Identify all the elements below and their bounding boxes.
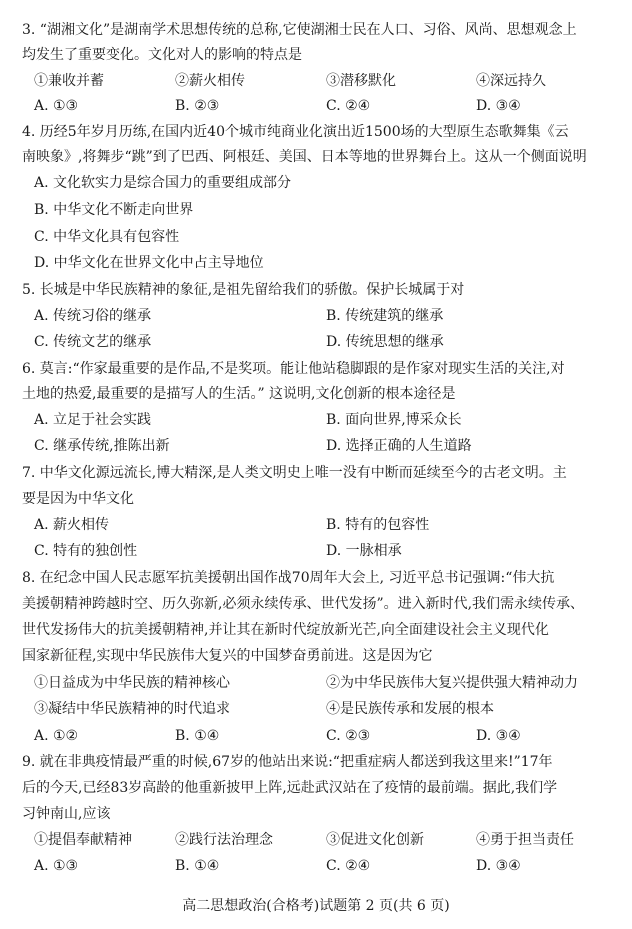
question-5-choice-b: B. 传统建筑的继承 [326,308,444,324]
question-9-item-4: ④勇于担当责任 [476,832,574,848]
question-7-choice-a: A. 薪火相传 [34,517,110,533]
question-3-item-3: ③潜移默化 [326,73,396,89]
question-6-choice-a: A. 立足于社会实践 [34,412,152,428]
question-7-choice-b: B. 特有的包容性 [326,517,430,533]
question-6-choice-b: B. 面向世界,博采众长 [326,412,462,428]
question-8-item-1: ①日益成为中华民族的精神核心 [34,675,230,691]
question-7-choice-c: C. 特有的独创性 [34,543,138,559]
question-6-stem-line-2: 土地的热爱,最重要的是描写人的生活。” 这说明,文化创新的根本途径是 [22,386,456,402]
question-8-choice-a: A. ①② [34,728,79,744]
question-8-choice-d: D. ③④ [476,728,521,744]
page-footer: 高二思想政治(合格考)试题第 2 页(共 6 页) [182,898,450,914]
question-3-choice-a: A. ①③ [34,98,79,114]
question-8-stem-line-2: 美援朝精神跨越时空、历久弥新,必须永续传承、世代发扬”。进入新时代,我们需永续传承、 [22,596,585,612]
question-9-choice-b: B. ①④ [175,858,220,874]
question-8-item-2: ②为中华民族伟大复兴提供强大精神动力 [326,675,578,691]
question-5-choice-d: D. 传统思想的继承 [326,334,444,350]
question-3-stem-line-1: 3. “湖湘文化”是湖南学术思想传统的总称,它使湖湘士民在人口、习俗、风尚、思想观念上 [22,22,577,38]
question-8-choice-b: B. ①④ [175,728,220,744]
question-9-stem-line-1: 9. 就在非典疫情最严重的时候,67岁的他站出来说:“把重症病人都送到我这里来!”17年 [22,754,553,770]
question-8-item-4: ④是民族传承和发展的根本 [326,701,494,717]
question-4-choice-a: A. 文化软实力是综合国力的重要组成部分 [34,175,292,191]
question-4-choice-b: B. 中华文化不断走向世界 [34,202,194,218]
question-9-item-2: ②践行法治理念 [175,832,273,848]
question-3-choice-c: C. ②④ [326,98,371,114]
question-9-item-3: ③促进文化创新 [326,832,424,848]
question-9-item-1: ①提倡奉献精神 [34,832,132,848]
question-9-stem-line-3: 习钟南山,应该 [22,806,111,822]
question-3-choice-d: D. ③④ [476,98,521,114]
question-5-choice-a: A. 传统习俗的继承 [34,308,152,324]
question-9-choice-d: D. ③④ [476,858,521,874]
question-8-choice-c: C. ②③ [326,728,371,744]
question-5-stem-line-1: 5. 长城是中华民族精神的象征,是祖先留给我们的骄傲。保护长城属于对 [22,282,465,298]
question-7-stem-line-2: 要是因为中华文化 [22,491,134,507]
question-4-stem-line-1: 4. 历经5年岁月历练,在国内近40个城市纯商业化演出近1500场的大型原生态歌舞集《云 [22,124,569,140]
question-8-stem-line-4: 国家新征程,实现中华民族伟大复兴的中国梦奋勇前进。这是因为它 [22,648,433,664]
question-3-item-4: ④深远持久 [476,73,546,89]
question-9-choice-c: C. ②④ [326,858,371,874]
question-4-stem-line-2: 南映象》,将舞步“跳”到了巴西、阿根廷、美国、日本等地的世界舞台上。这从一个侧面说明 [22,149,587,165]
question-6-choice-c: C. 继承传统,推陈出新 [34,438,170,454]
question-7-stem-line-1: 7. 中华文化源远流长,博大精深,是人类文明史上唯一没有中断而延续至今的古老文明。主 [22,465,567,481]
question-9-choice-a: A. ①③ [34,858,79,874]
question-4-choice-c: C. 中华文化具有包容性 [34,229,180,245]
question-8-item-3: ③凝结中华民族精神的时代追求 [34,701,230,717]
question-8-stem-line-3: 世代发扬伟大的抗美援朝精神,并让其在新时代绽放新光芒,向全面建设社会主义现代化 [22,622,549,638]
question-6-stem-line-1: 6. 莫言:“作家最重要的是作品,不是奖项。能让他站稳脚跟的是作家对现实生活的关注,对 [22,361,565,377]
question-3-item-2: ②薪火相传 [175,73,245,89]
question-3-choice-b: B. ②③ [175,98,220,114]
question-7-choice-d: D. 一脉相承 [326,543,402,559]
question-8-stem-line-1: 8. 在纪念中国人民志愿军抗美援朝出国作战70周年大会上, 习近平总书记强调:“伟大抗 [22,570,555,586]
question-4-choice-d: D. 中华文化在世界文化中占主导地位 [34,255,264,271]
question-5-choice-c: C. 传统文艺的继承 [34,334,152,350]
question-3-item-1: ①兼收并蓄 [34,73,104,89]
question-3-stem-line-2: 均发生了重要变化。文化对人的影响的特点是 [22,47,302,63]
question-9-stem-line-2: 后的今天,已经83岁高龄的他重新披甲上阵,远赴武汉站在了疫情的最前端。据此,我们学 [22,780,558,796]
question-6-choice-d: D. 选择正确的人生道路 [326,438,472,454]
